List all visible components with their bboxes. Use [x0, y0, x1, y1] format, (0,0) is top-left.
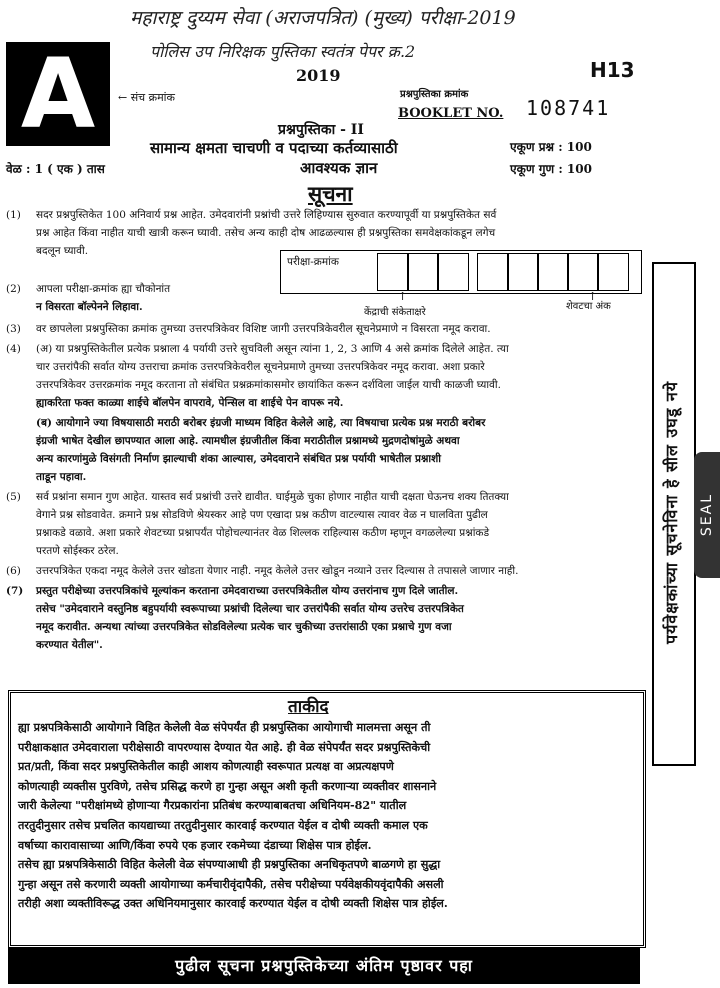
warning-line: ह्या प्रश्नपत्रिकेसाठी आयोगाने विहित केलेली वेळ संपेपर्यंत ही प्रश्नपुस्तिका आयोगाची मालमत्ता असून ती — [18, 720, 431, 734]
instruction-line: परतणे सोईस्कर ठरेल. — [36, 545, 119, 557]
warning-title: ताकीद — [288, 697, 329, 717]
set-letter: A — [6, 42, 110, 146]
instruction-line: प्रस्तुत परीक्षेच्या उत्तरपत्रिकांचे मूल्यांकन करताना उमेदवाराच्या उत्तरपत्रिकेतील योग्य उत्तरांनाच गुण दिले जातील. — [36, 585, 459, 597]
instruction-line: आपला परीक्षा-क्रमांक ह्या चौकोनांत — [36, 283, 171, 295]
footer-banner: पुढील सूचना प्रश्नपुस्तिकेच्या अंतिम पृष्ठावर पहा — [8, 948, 640, 984]
warning-line: प्रत/प्रती, किंवा सदर प्रश्नपुस्तिकेतील काही आशय कोणत्याही स्वरूपात प्रत्यक्ष वा अप्रत्यक्षपणे — [18, 759, 394, 774]
instruction-line: उत्तरपत्रिकेवर उत्तरक्रमांक नमूद करताना तो संबंधित प्रश्नक्रमांकासमोर छायांकित करून दर्शविला जाईल याची काळजी घ्यावी. — [36, 379, 501, 391]
instruction-line: इंग्रजी भाषेत देखील छापण्यात आला आहे. त्यामधील इंग्रजीतील किंवा मराठीतील प्रश्नामध्ये मुद्रणदोषांमुळे अथवा — [36, 435, 460, 447]
warning-line: तसेच ह्या प्रश्नपत्रिकेसाठी विहित केलेली वेळ संपण्याआधी ही प्रश्नपुस्तिका अनधिकृतपणे बाळगणे हा सुद्धा — [18, 857, 441, 872]
instruction-line: (अ) या प्रश्नपुस्तिकेतील प्रत्येक प्रश्नाला 4 पर्यायी उत्तरे सुचविली असून त्यांना 1, 2, 3 आणि 4 असे क्रमांक दिलेले आहेत. त्या — [36, 343, 509, 355]
instruction-line: अन्य कारणांमुळे विसंगती निर्माण झाल्याची शंका आल्यास, उमेदवाराने संबंधित प्रश्न पर्यायी भाषेतील प्रश्नाशी — [36, 453, 442, 465]
instruction-number: (1) — [6, 209, 21, 221]
warning-body — [18, 718, 634, 914]
instructions-heading: सूचना — [308, 181, 353, 206]
instruction-line: उत्तरपत्रिकेत एकदा नमूद केलेले उत्तर खोडता येणार नाही. नमूद केलेले उत्तर खोडून नव्याने उत्तर दिल्यास ते तपासले जाणार नाही. — [36, 565, 519, 577]
instruction-line: नमूद करावीत. अन्यथा त्यांच्या उत्तरपत्रिकेत सोडविलेल्या प्रत्येक चार चुकीच्या उत्तरांसाठी एका प्रश्नाचे गुण वजा — [36, 621, 452, 633]
instruction-line: वर छापलेला प्रश्नपुस्तिका क्रमांक तुमच्या उत्तरपत्रिकेवर विशिष्ट जागी उत्तरपत्रिकेवरील सूचनेप्रमाणे न विसरता नमूद करावा. — [36, 323, 491, 335]
warning-line: तरीही अशा व्यक्तीविरूद्ध उक्त अधिनियमानुसार कारवाई करण्यात येईल व दोषी व्यक्ती शिक्षेस पात्र होईल. — [18, 896, 448, 911]
supervisor-seal-text: पर्यवेक्षकांच्या सूचनेविना हे सील उघडू नये — [662, 380, 681, 644]
instruction-item — [6, 582, 646, 654]
up-arrow: ↑ — [588, 290, 598, 303]
instruction-number: (2) — [6, 283, 21, 295]
instruction-item — [6, 488, 646, 560]
center-code-label: केंद्राची संकेताक्षरे — [364, 307, 426, 318]
time-allowed: वेळ : 1 ( एक ) तास — [6, 162, 105, 176]
instruction-line: सदर प्रश्नपुस्तिकेत 100 अनिवार्य प्रश्न आहेत. उमेदवारांनी प्रश्नांची उत्तरे लिहिण्यास सुरुवात करण्यापूर्वी या प्रश्नपुस्तिकेत सर्व — [36, 209, 497, 221]
instruction-line: प्रश्नाकडे वळावे. अशा प्रकारे शेवटच्या प्रश्नापर्यंत पोहोचल्यानंतर वेळ शिल्लक राहिल्यास कठीण म्हणून वगळलेल्या प्रश्नांकडे — [36, 527, 490, 539]
warning-line: कोणत्याही व्यक्तीस पुरविणे, तसेच प्रसिद्ध करणे हा गुन्हा असून अशी कृती करणाऱ्या व्यक्तीवर शासनाने — [18, 778, 437, 793]
instruction-item — [6, 340, 646, 412]
handwritten-exam-title: महाराष्ट्र दुय्यम सेवा (अराजपत्रित) (मुख्य) परीक्षा-2019 — [130, 7, 516, 29]
instruction-line: बदलून घ्यावी. — [36, 245, 89, 257]
seal-label: SEAL — [699, 493, 715, 537]
instruction-line: (ब) आयोगाने ज्या विषयासाठी मराठी बरोबर इंग्रजी माध्यम विहित केलेले आहे, त्या विषयाचा प्रत्येक प्रश्न मराठी बरोबर — [36, 417, 486, 429]
instruction-line: तसेच "उमेदवाराने वस्तुनिष्ठ बहुपर्यायी स्वरूपाच्या प्रश्नांची दिलेल्या चार उत्तरांपैकी सर्वात योग्य उत्तरेच उत्तरपत्रिकेत — [36, 603, 464, 615]
last-digit-label: शेवटचा अंक — [566, 301, 611, 312]
warning-line: वर्षाच्या कारावासाच्या आणि/किंवा रुपये एक हजार रकमेच्या दंडाच्या शिक्षेस पात्र होईल. — [18, 837, 372, 852]
instruction-number: (6) — [6, 565, 21, 577]
warning-line: गुन्हा असून तसे करणारी व्यक्ती आयोगाच्या कर्मचारीवृंदापैकी, तसेच परीक्षेच्या पर्यवेक्षकीयवृंदापैकी असली — [18, 876, 444, 891]
instruction-line: चार उत्तरांपैकी सर्वात योग्य उत्तराचा क्रमांक उत्तरपत्रिकेवरील सूचनेप्रमाणे तुमच्या उत्तरपत्रिकेवर नमूद करावा. अशा प्रकारे — [36, 361, 485, 373]
instruction-line: करण्यात येतील". — [36, 639, 103, 651]
supervisor-seal-note — [652, 262, 692, 762]
instructions-list — [6, 206, 646, 656]
warning-line: जारी केलेल्या "परीक्षांमध्ये होणाऱ्या गैरप्रकारांना प्रतिबंध करण्याबाबतचा अधिनियम-82" यातील — [18, 798, 407, 813]
warning-line: परीक्षाकक्षात उमेदवाराला परीक्षेसाठी वापरण्यास देण्यात येत आहे. ही वेळ संपेपर्यंत सदर प्रश्नपुस्तिकेची — [18, 739, 431, 754]
exam-number-label: परीक्षा-क्रमांक — [287, 256, 339, 268]
instruction-number: (5) — [6, 491, 21, 503]
instruction-number: (7) — [6, 585, 24, 597]
instruction-item — [6, 562, 646, 580]
instruction-line: प्रश्न आहेत किंवा नाहीत याची खात्री करून घ्यावी. तसेच अन्य काही दोष आढळल्यास ही प्रश्नपुस्तिका समवेक्षकांकडून लगेच — [36, 227, 496, 239]
booklet-number: 108741 — [526, 96, 611, 120]
instruction-line: सर्व प्रश्नांना समान गुण आहेत. यास्तव सर्व प्रश्नांची उत्तरे द्यावीत. घाईमुळे चुका होणार नाहीत याची दक्षता घेऊनच शक्य तितक्या — [36, 491, 509, 503]
year: 2019 — [296, 66, 341, 85]
up-arrow: ↑ — [398, 290, 408, 303]
instruction-item — [6, 320, 646, 338]
warning-line: तरतुदीनुसार तसेच प्रचलित कायद्याच्या तरतुदीनुसार कारवाई करण्यात येईल व दोषी व्यक्ती कमाल एक — [18, 817, 428, 832]
subject-line-2: आवश्यक ज्ञान — [300, 159, 378, 177]
total-marks: एकूण गुण : 100 — [510, 162, 592, 176]
instruction-item — [6, 280, 646, 316]
instruction-number: (4) — [6, 343, 21, 355]
total-questions: एकूण प्रश्न : 100 — [510, 140, 592, 154]
paper-code: H13 — [590, 58, 635, 82]
instruction-line: ह्याकरिता फक्त काळ्या शाईचे बॉलपेन वापरावे, पेन्सिल वा शाईचे पेन वापरू नये. — [36, 397, 344, 409]
instruction-number: (3) — [6, 323, 21, 335]
booklet-title: प्रश्नपुस्तिका - II — [278, 122, 364, 138]
handwritten-paper-title: पोलिस उप निरिक्षक पुस्तिका स्वतंत्र पेपर क्र.2 — [150, 42, 416, 61]
instruction-item — [6, 206, 646, 260]
booklet-no-label-en: BOOKLET NO. — [398, 106, 504, 121]
instruction-line: ताडून पहावा. — [36, 471, 87, 483]
instruction-item — [6, 414, 646, 486]
set-number-label: ← संच क्रमांक — [118, 91, 175, 104]
booklet-no-label-mr: प्रश्नपुस्तिका क्रमांक — [400, 89, 469, 100]
instruction-line: वेगाने प्रश्न सोडवावेत. क्रमाने प्रश्न सोडविणे श्रेयस्कर आहे पण एखादा प्रश्न कठीण वाटल्यास त्यावर वेळ न घालविता पुढील — [36, 509, 488, 521]
subject-line-1: सामान्य क्षमता चाचणी व पदाच्या कर्तव्यासाठी — [150, 139, 398, 157]
seal-tab[interactable] — [694, 452, 720, 578]
instruction-line: न विसरता बॉल्पेनने लिहावा. — [36, 301, 143, 313]
